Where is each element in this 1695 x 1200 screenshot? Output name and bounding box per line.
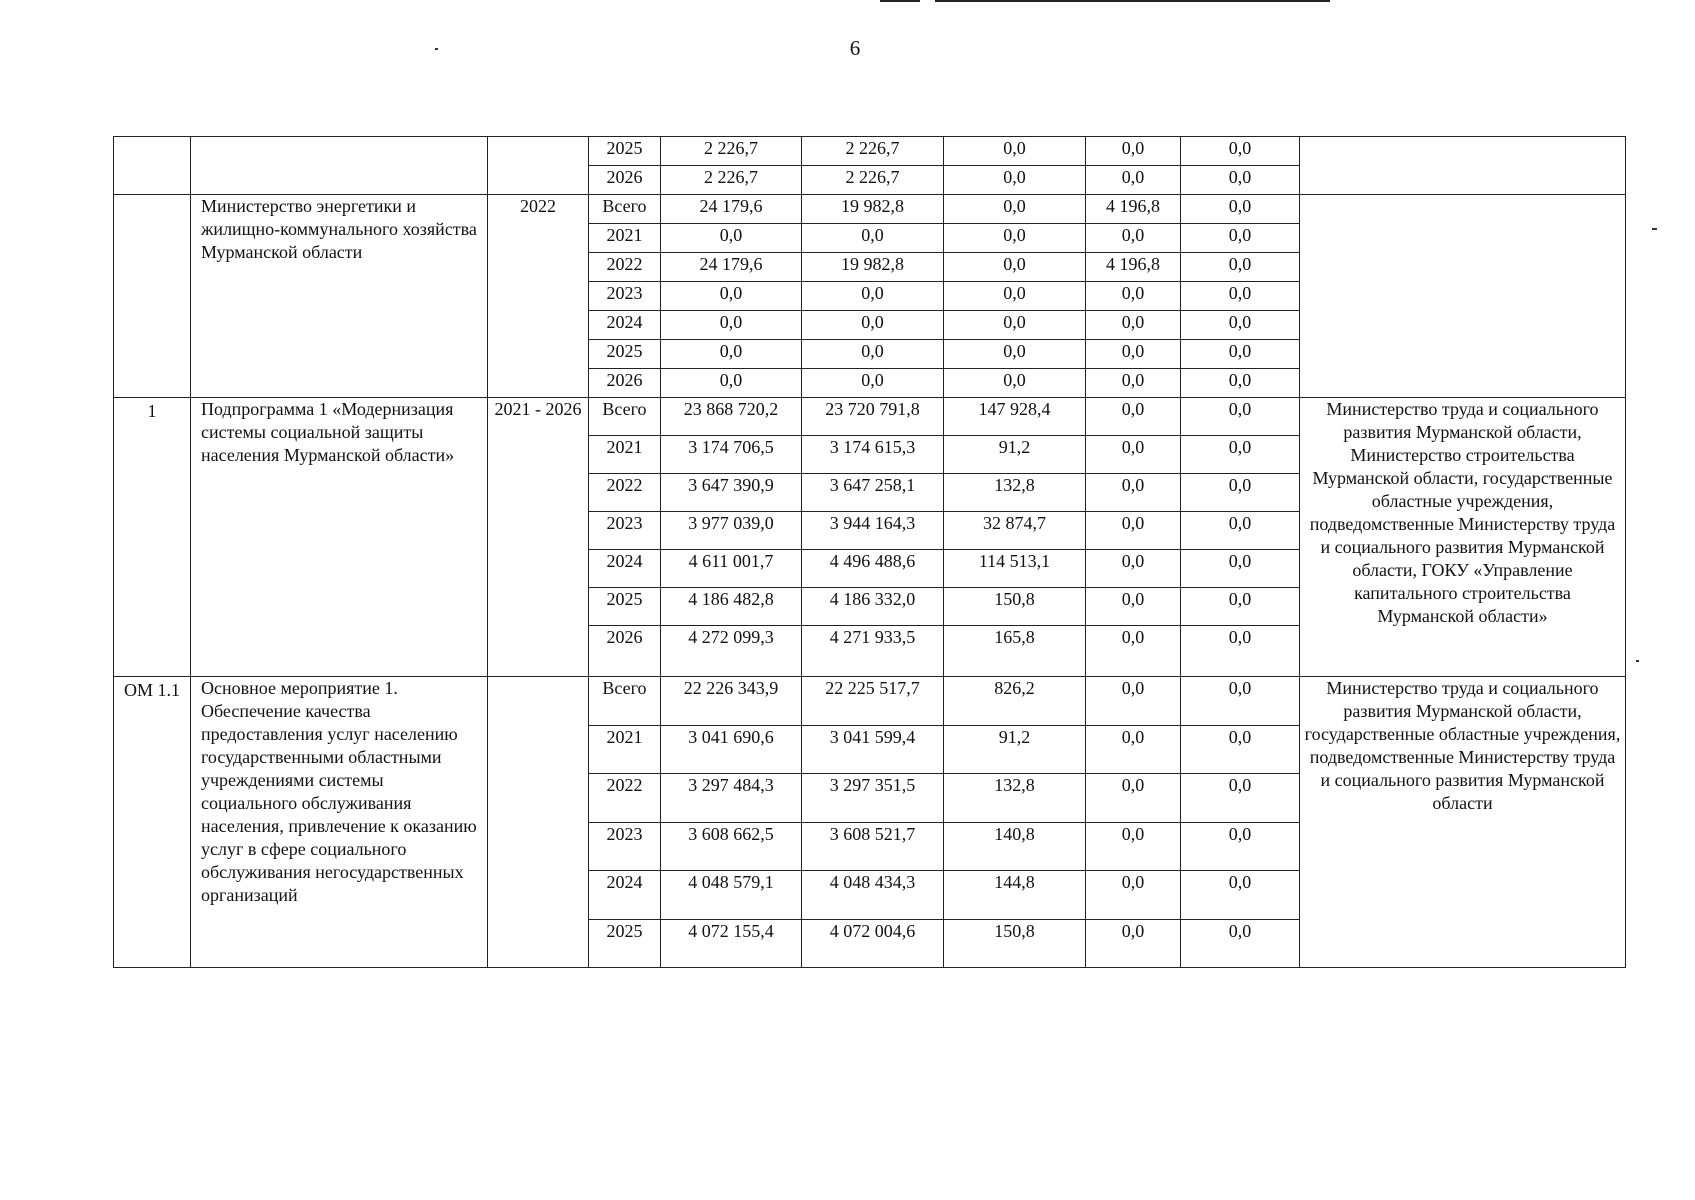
regional-budget-cell: 3 944 164,3 <box>802 512 944 550</box>
federal-budget-cell: 132,8 <box>944 474 1086 512</box>
row-number <box>114 137 191 195</box>
regional-budget-cell: 4 048 434,3 <box>802 871 944 920</box>
total-cell: 2 226,7 <box>661 137 802 166</box>
extrabudget-cell: 0,0 <box>1181 137 1300 166</box>
funding-table <box>113 136 1626 968</box>
regional-budget-cell: 3 297 351,5 <box>802 774 944 823</box>
total-cell: 4 072 155,4 <box>661 919 802 968</box>
year-cell: 2024 <box>589 871 661 920</box>
measure-name: Основное мероприятие 1. Обеспечение качества предоставления услуг населению государственными областными учреждениями системы социального обслуживания населения, привлечение к оказанию услуг в сфере социального обслуживания негосударственных организаций <box>191 677 488 968</box>
scan-artifact-dot <box>1636 660 1639 662</box>
regional-budget-cell: 22 225 517,7 <box>802 677 944 726</box>
federal-budget-cell: 144,8 <box>944 871 1086 920</box>
regional-budget-cell: 3 647 258,1 <box>802 474 944 512</box>
year-cell: 2025 <box>589 588 661 626</box>
extrabudget-cell: 0,0 <box>1181 550 1300 588</box>
local-budget-cell: 0,0 <box>1086 282 1181 311</box>
year-cell: 2021 <box>589 725 661 774</box>
federal-budget-cell: 132,8 <box>944 774 1086 823</box>
total-cell: 3 647 390,9 <box>661 474 802 512</box>
federal-budget-cell: 91,2 <box>944 436 1086 474</box>
extrabudget-cell: 0,0 <box>1181 626 1300 677</box>
federal-budget-cell: 826,2 <box>944 677 1086 726</box>
year-cell: Всего <box>589 677 661 726</box>
extrabudget-cell: 0,0 <box>1181 677 1300 726</box>
total-cell: 3 977 039,0 <box>661 512 802 550</box>
local-budget-cell: 0,0 <box>1086 725 1181 774</box>
federal-budget-cell: 0,0 <box>944 195 1086 224</box>
total-cell: 0,0 <box>661 224 802 253</box>
total-cell: 0,0 <box>661 282 802 311</box>
scan-artifact-line <box>880 0 920 2</box>
local-budget-cell: 0,0 <box>1086 588 1181 626</box>
federal-budget-cell: 0,0 <box>944 224 1086 253</box>
local-budget-cell: 0,0 <box>1086 822 1181 871</box>
implementation-period <box>488 677 589 968</box>
extrabudget-cell: 0,0 <box>1181 822 1300 871</box>
year-cell: 2024 <box>589 311 661 340</box>
federal-budget-cell: 0,0 <box>944 137 1086 166</box>
scan-artifact-dot <box>1652 228 1657 230</box>
local-budget-cell: 0,0 <box>1086 340 1181 369</box>
row-number: 1 <box>114 398 191 677</box>
year-cell: 2022 <box>589 474 661 512</box>
regional-budget-cell: 2 226,7 <box>802 137 944 166</box>
table-row <box>114 137 1626 166</box>
year-cell: Всего <box>589 398 661 436</box>
total-cell: 3 041 690,6 <box>661 725 802 774</box>
measure-name: Министерство энергетики и жилищно-коммунального хозяйства Мурманской области <box>191 195 488 398</box>
local-budget-cell: 0,0 <box>1086 137 1181 166</box>
year-cell: 2023 <box>589 512 661 550</box>
extrabudget-cell: 0,0 <box>1181 436 1300 474</box>
extrabudget-cell: 0,0 <box>1181 774 1300 823</box>
year-cell: Всего <box>589 195 661 224</box>
federal-budget-cell: 91,2 <box>944 725 1086 774</box>
row-number <box>114 195 191 398</box>
total-cell: 3 174 706,5 <box>661 436 802 474</box>
implementation-period: 2022 <box>488 195 589 398</box>
regional-budget-cell: 19 982,8 <box>802 195 944 224</box>
federal-budget-cell: 0,0 <box>944 166 1086 195</box>
year-cell: 2025 <box>589 919 661 968</box>
regional-budget-cell: 4 186 332,0 <box>802 588 944 626</box>
year-cell: 2025 <box>589 137 661 166</box>
total-cell: 2 226,7 <box>661 166 802 195</box>
federal-budget-cell: 150,8 <box>944 919 1086 968</box>
total-cell: 3 297 484,3 <box>661 774 802 823</box>
total-cell: 4 186 482,8 <box>661 588 802 626</box>
extrabudget-cell: 0,0 <box>1181 919 1300 968</box>
regional-budget-cell: 2 226,7 <box>802 166 944 195</box>
regional-budget-cell: 0,0 <box>802 224 944 253</box>
row-number: ОМ 1.1 <box>114 677 191 968</box>
year-cell: 2025 <box>589 340 661 369</box>
local-budget-cell: 4 196,8 <box>1086 253 1181 282</box>
extrabudget-cell: 0,0 <box>1181 369 1300 398</box>
executors: Министерство труда и социального развития Мурманской области, Министерство строительства Мурманской области, государственные областные учреждения, подведомственные Министерству труда и социального развития Мурманской области, ГОКУ «Управление капитального строительства Мурманской области» <box>1300 398 1626 677</box>
local-budget-cell: 0,0 <box>1086 311 1181 340</box>
year-cell: 2023 <box>589 822 661 871</box>
total-cell: 4 611 001,7 <box>661 550 802 588</box>
local-budget-cell: 0,0 <box>1086 166 1181 195</box>
local-budget-cell: 0,0 <box>1086 550 1181 588</box>
funding-table-body <box>114 137 1626 968</box>
scan-artifact-dot <box>435 48 438 50</box>
year-cell: 2026 <box>589 166 661 195</box>
regional-budget-cell: 3 608 521,7 <box>802 822 944 871</box>
local-budget-cell: 0,0 <box>1086 919 1181 968</box>
extrabudget-cell: 0,0 <box>1181 725 1300 774</box>
federal-budget-cell: 114 513,1 <box>944 550 1086 588</box>
regional-budget-cell: 4 271 933,5 <box>802 626 944 677</box>
measure-name <box>191 137 488 195</box>
local-budget-cell: 4 196,8 <box>1086 195 1181 224</box>
year-cell: 2026 <box>589 626 661 677</box>
implementation-period <box>488 137 589 195</box>
extrabudget-cell: 0,0 <box>1181 195 1300 224</box>
table-row <box>114 677 1626 726</box>
extrabudget-cell: 0,0 <box>1181 474 1300 512</box>
federal-budget-cell: 147 928,4 <box>944 398 1086 436</box>
federal-budget-cell: 0,0 <box>944 340 1086 369</box>
table-row <box>114 195 1626 224</box>
year-cell: 2023 <box>589 282 661 311</box>
regional-budget-cell: 0,0 <box>802 311 944 340</box>
regional-budget-cell: 0,0 <box>802 282 944 311</box>
scan-artifact-line <box>935 0 1330 2</box>
total-cell: 3 608 662,5 <box>661 822 802 871</box>
measure-name: Подпрограмма 1 «Модернизация системы социальной защиты населения Мурманской области» <box>191 398 488 677</box>
extrabudget-cell: 0,0 <box>1181 512 1300 550</box>
local-budget-cell: 0,0 <box>1086 474 1181 512</box>
regional-budget-cell: 19 982,8 <box>802 253 944 282</box>
federal-budget-cell: 0,0 <box>944 311 1086 340</box>
extrabudget-cell: 0,0 <box>1181 282 1300 311</box>
executors <box>1300 137 1626 195</box>
executors: Министерство труда и социального развития Мурманской области, государственные областные учреждения, подведомственные Министерству труда и социального развития Мурманской области <box>1300 677 1626 968</box>
page-number: 6 <box>849 36 861 60</box>
year-cell: 2021 <box>589 436 661 474</box>
year-cell: 2021 <box>589 224 661 253</box>
total-cell: 22 226 343,9 <box>661 677 802 726</box>
implementation-period: 2021 - 2026 <box>488 398 589 677</box>
extrabudget-cell: 0,0 <box>1181 224 1300 253</box>
total-cell: 24 179,6 <box>661 253 802 282</box>
regional-budget-cell: 3 174 615,3 <box>802 436 944 474</box>
local-budget-cell: 0,0 <box>1086 626 1181 677</box>
regional-budget-cell: 4 496 488,6 <box>802 550 944 588</box>
regional-budget-cell: 3 041 599,4 <box>802 725 944 774</box>
year-cell: 2024 <box>589 550 661 588</box>
extrabudget-cell: 0,0 <box>1181 398 1300 436</box>
year-cell: 2022 <box>589 774 661 823</box>
extrabudget-cell: 0,0 <box>1181 871 1300 920</box>
extrabudget-cell: 0,0 <box>1181 311 1300 340</box>
federal-budget-cell: 32 874,7 <box>944 512 1086 550</box>
executors <box>1300 195 1626 398</box>
local-budget-cell: 0,0 <box>1086 774 1181 823</box>
total-cell: 0,0 <box>661 369 802 398</box>
table-row <box>114 398 1626 436</box>
regional-budget-cell: 4 072 004,6 <box>802 919 944 968</box>
extrabudget-cell: 0,0 <box>1181 166 1300 195</box>
federal-budget-cell: 165,8 <box>944 626 1086 677</box>
regional-budget-cell: 23 720 791,8 <box>802 398 944 436</box>
year-cell: 2026 <box>589 369 661 398</box>
extrabudget-cell: 0,0 <box>1181 588 1300 626</box>
regional-budget-cell: 0,0 <box>802 340 944 369</box>
total-cell: 23 868 720,2 <box>661 398 802 436</box>
total-cell: 4 272 099,3 <box>661 626 802 677</box>
federal-budget-cell: 0,0 <box>944 282 1086 311</box>
year-cell: 2022 <box>589 253 661 282</box>
regional-budget-cell: 0,0 <box>802 369 944 398</box>
total-cell: 0,0 <box>661 340 802 369</box>
local-budget-cell: 0,0 <box>1086 871 1181 920</box>
total-cell: 4 048 579,1 <box>661 871 802 920</box>
local-budget-cell: 0,0 <box>1086 398 1181 436</box>
extrabudget-cell: 0,0 <box>1181 340 1300 369</box>
total-cell: 24 179,6 <box>661 195 802 224</box>
local-budget-cell: 0,0 <box>1086 512 1181 550</box>
extrabudget-cell: 0,0 <box>1181 253 1300 282</box>
federal-budget-cell: 140,8 <box>944 822 1086 871</box>
federal-budget-cell: 0,0 <box>944 369 1086 398</box>
local-budget-cell: 0,0 <box>1086 224 1181 253</box>
federal-budget-cell: 0,0 <box>944 253 1086 282</box>
local-budget-cell: 0,0 <box>1086 436 1181 474</box>
local-budget-cell: 0,0 <box>1086 677 1181 726</box>
federal-budget-cell: 150,8 <box>944 588 1086 626</box>
local-budget-cell: 0,0 <box>1086 369 1181 398</box>
total-cell: 0,0 <box>661 311 802 340</box>
